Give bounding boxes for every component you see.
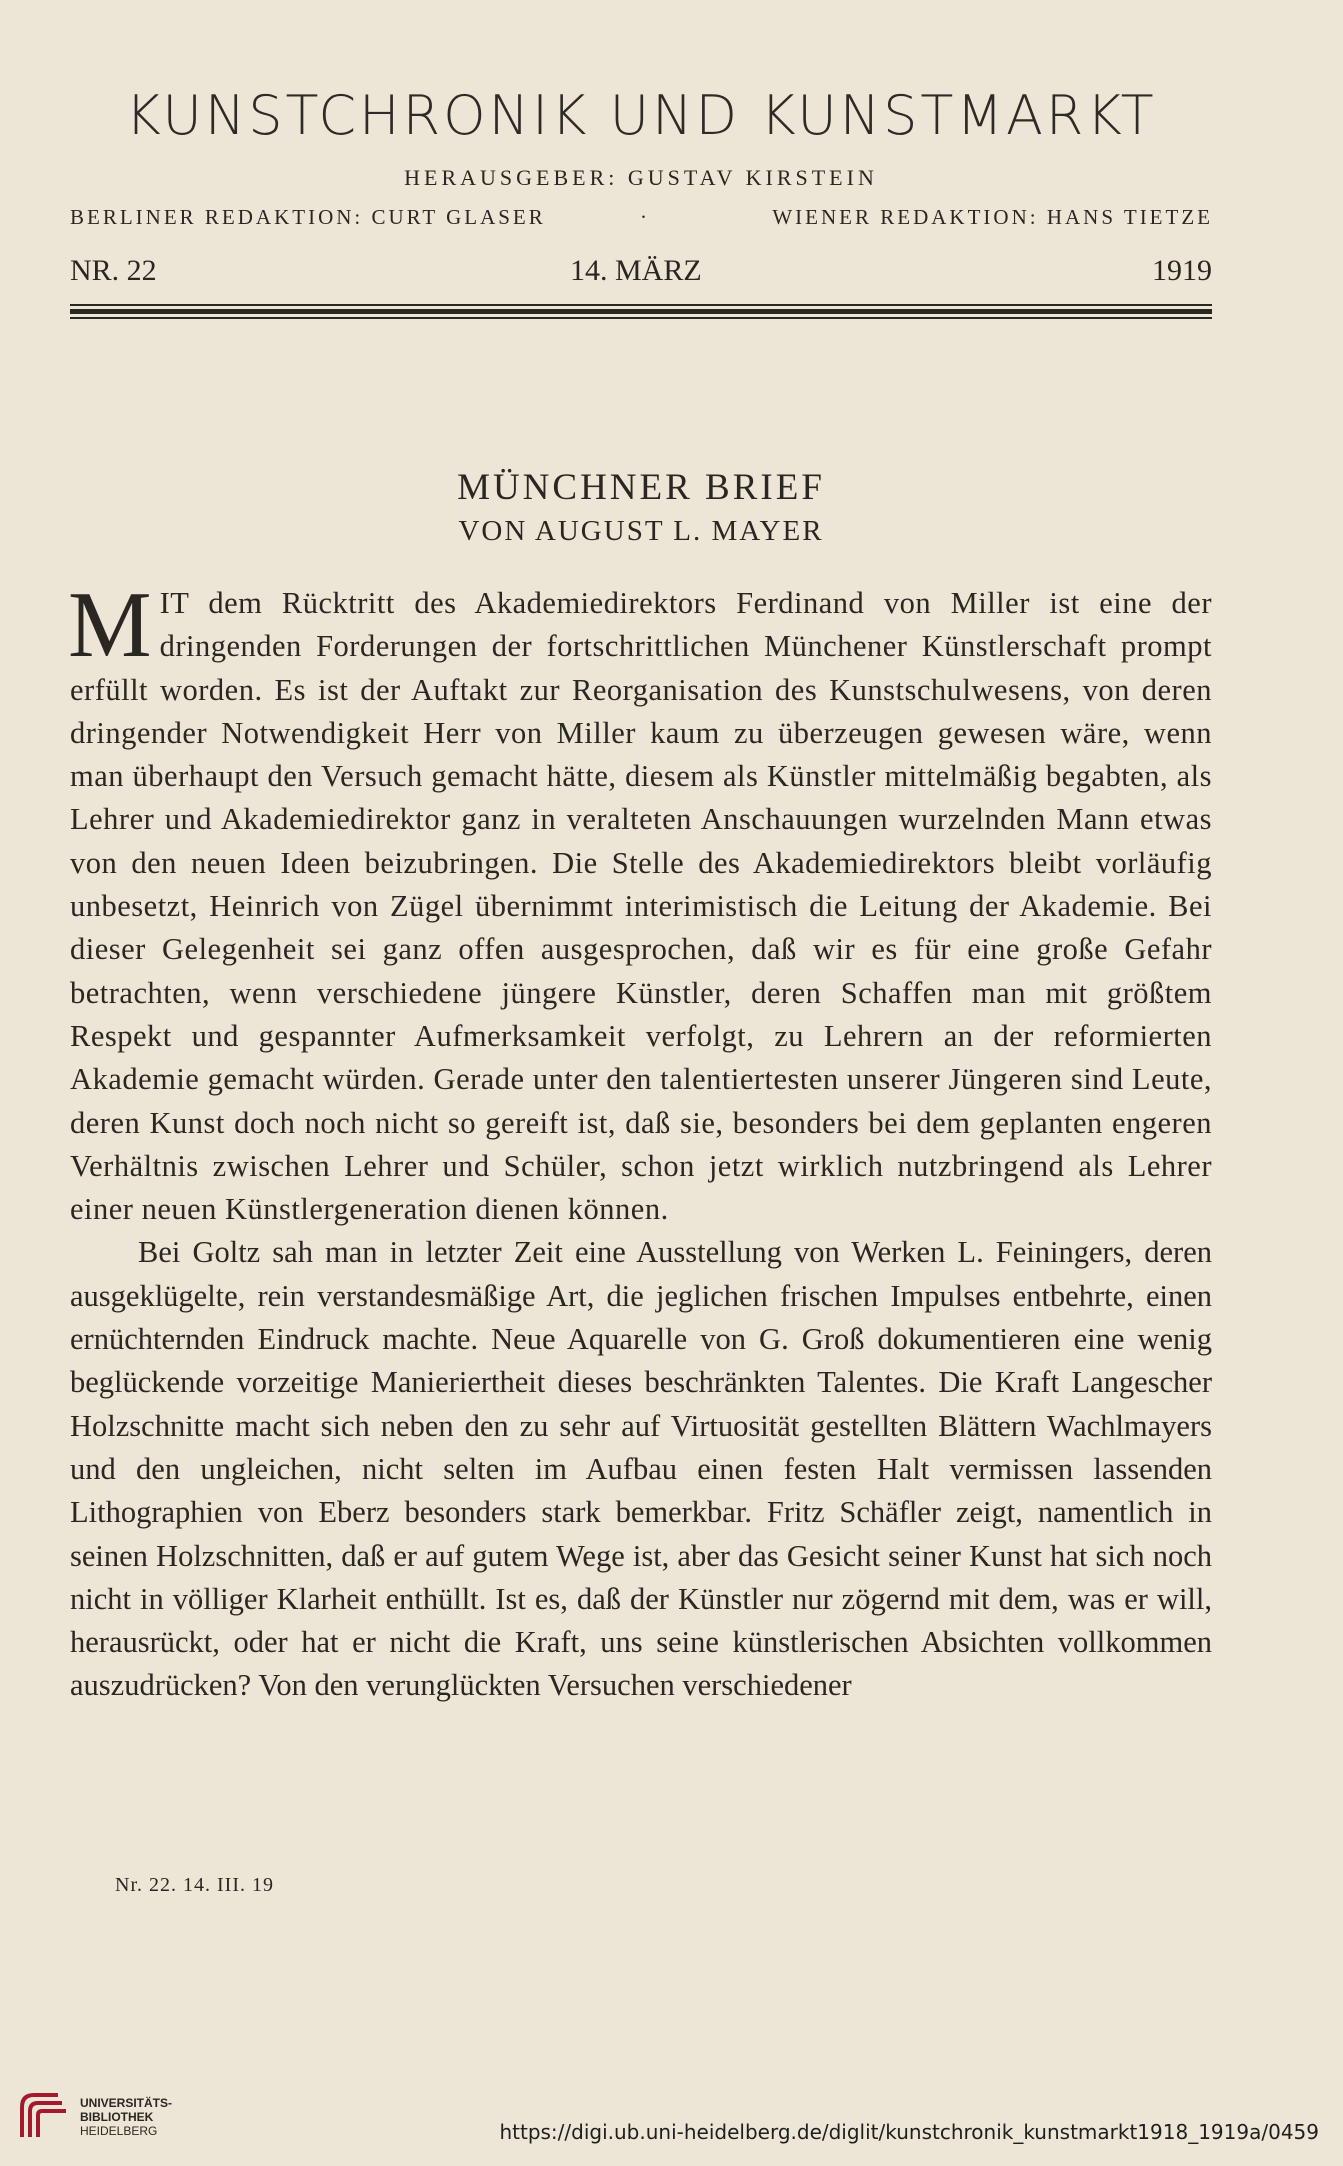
berlin-redaktion: BERLINER REDAKTION: CURT GLASER: [70, 205, 546, 229]
paragraph-1-text: IT dem Rücktritt des Akademiedirektors Ferdinand von Miller ist eine der dringenden Forderungen der fortschrittlichen Münchener Künstlerschaft prompt erfüllt worden. Es ist der Auftakt zur Reorganisation des Kunstschulwesens, von deren dringender Notwendigkeit Herr von Miller kaum zu überzeugen gewesen wäre, wenn man überhaupt den Versuch gemacht hätte, diesem als Künstler mittelmäßig begabten, als Lehrer und Akademiedirektor ganz in veralteten Anschauungen wurzelnden Mann etwas von den neuen Ideen beizubringen. Die Stelle des Akademiedirektors bleibt vorläufig unbesetzt, Heinrich von Zügel übernimmt interimistisch die Leitung der Akademie. Bei dieser Gelegenheit sei ganz offen ausgesprochen, daß wir es für eine große Gefahr betrachten, wenn verschiedene jüngere Künstler, deren Schaffen man mit größtem Respekt und gespannter Aufmerksamkeit verfolgt, zu Lehrern an der reformierten Akademie gemacht würden. Gerade unter den talentiertesten unserer Jüngeren sind Leute, deren Kunst doch noch nicht so gereift ist, daß sie, besonders bei dem geplanten engeren Verhältnis zwischen Lehrer und Schüler, schon jetzt wirklich nutzbringend als Lehrer einer neuen Künstlergeneration dienen können.: [70, 586, 1212, 1227]
header-rule-top: [70, 304, 1212, 306]
issue-date: 14. MÄRZ: [570, 254, 702, 287]
page-reference: Nr. 22. 14. III. 19: [115, 1874, 274, 1896]
masthead-title: KUNSTCHRONIK UND KUNSTMARKT: [125, 84, 1157, 147]
article-body: [68, 573, 1212, 1708]
paragraph-1: [68, 573, 1212, 1231]
header-rule-thick: [70, 309, 1212, 314]
issue-year: 1919: [1152, 254, 1212, 287]
issue-row: [70, 254, 1212, 294]
paragraph-2: Bei Goltz sah man in letzter Zeit eine Ausstellung von Werken L. Feiningers, deren ausgeklügelte, rein verstandesmäßige Art, die jeglichen frischen Impulses entbehrte, einen ernüchternden Eindruck machte. Neue Aquarelle von G. Groß dokumentieren eine wenig beglückende vorzeitige Manieriertheit dieses beschränkten Talentes. Die Kraft Langescher Holzschnitte macht sich neben den zu sehr auf Virtuosität gestellten Blättern Wachlmayers und den ungleichen, nicht selten im Aufbau einen festen Halt vermissen lassenden Lithographien von Eberz besonders stark bemerkbar. Fritz Schäfler zeigt, namentlich in seinen Holzschnitten, daß er auf gutem Wege ist, aber das Gesicht seiner Kunst hat sich noch nicht in völliger Klarheit enthüllt. Ist es, daß der Künstler nur zögernd mit dem, was er will, herausrückt, oder hat er nicht die Kraft, uns seine künstlerischen Absichten vollkommen auszudrücken? Von den verunglückten Versuchen verschiedener: [70, 1235, 1212, 1703]
redaktion-separator: ·: [640, 205, 650, 229]
issue-number: NR. 22: [70, 254, 157, 287]
library-name: [80, 2096, 172, 2138]
drop-cap: M: [68, 573, 152, 677]
source-url[interactable]: https://digi.ub.uni-heidelberg.de/diglit/kunstchronik_kunstmarkt1918_1919a/0459: [499, 2120, 1319, 2144]
header-rule-bottom: [70, 317, 1212, 319]
library-logo-icon: [14, 2085, 74, 2145]
library-line-2: BIBLIOTHEK: [80, 2110, 154, 2124]
article-title: MÜNCHNER BRIEF: [457, 467, 825, 508]
library-line-3: HEIDELBERG: [80, 2124, 158, 2138]
wien-redaktion: WIENER REDAKTION: HANS TIETZE: [772, 205, 1213, 229]
library-line-1: UNIVERSITÄTS-: [80, 2096, 173, 2110]
editor-line: HERAUSGEBER: GUSTAV KIRSTEIN: [404, 165, 878, 190]
article-author: VON AUGUST L. MAYER: [458, 515, 824, 547]
